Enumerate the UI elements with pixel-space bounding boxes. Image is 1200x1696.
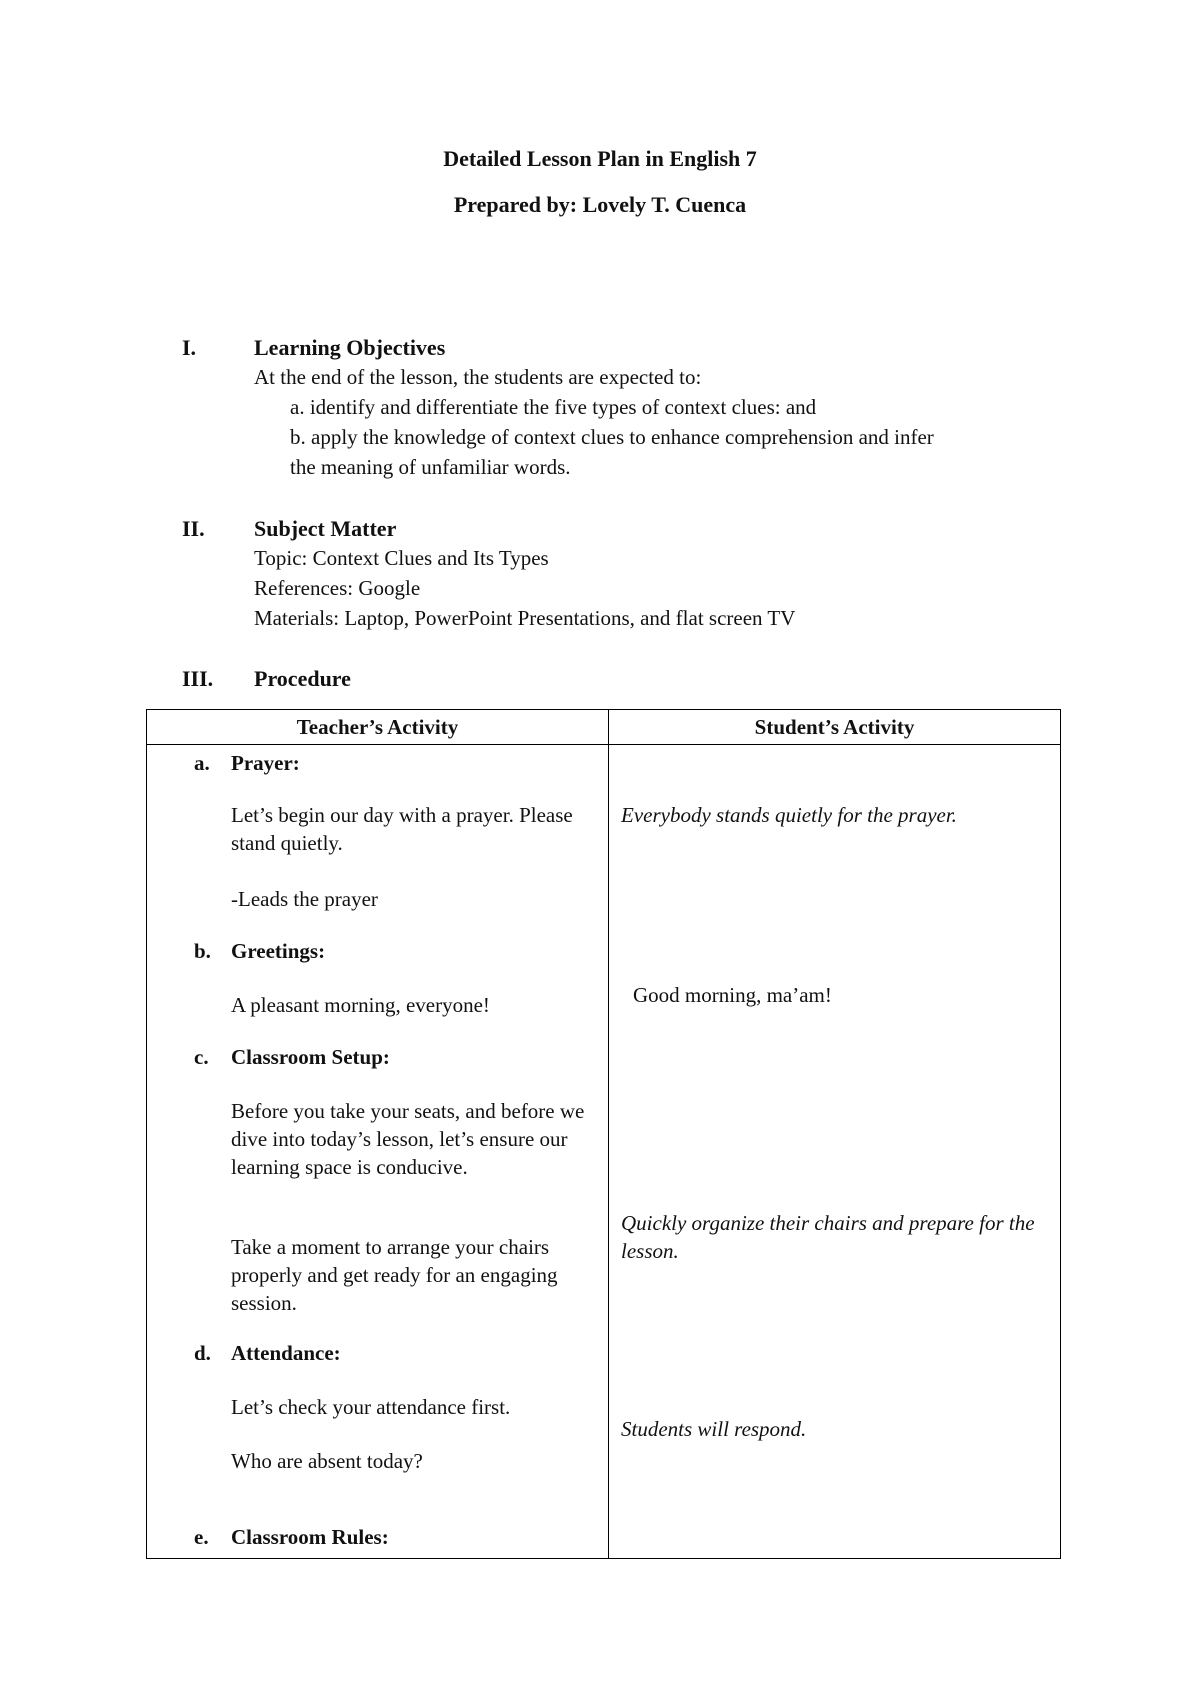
teacher-setup-text-2: Take a moment to arrange your chairs properly and get ready for an engaging session.	[231, 1235, 558, 1315]
student-attendance-response: Students will respond.	[621, 1417, 807, 1441]
teacher-activity-cell	[147, 745, 609, 1559]
step-title-prayer: Prayer:	[231, 751, 300, 775]
subject-references: References: Google	[254, 576, 421, 600]
step-label-a: a.	[194, 751, 210, 775]
step-label-e: e.	[194, 1525, 209, 1549]
step-title-attendance: Attendance:	[231, 1341, 341, 1365]
step-title-greetings: Greetings:	[231, 939, 326, 963]
student-setup-response: Quickly organize their chairs and prepare for the lesson.	[621, 1211, 1035, 1263]
teacher-leads-prayer: -Leads the prayer	[231, 887, 378, 911]
table-row	[147, 745, 1061, 1559]
step-label-c: c.	[194, 1045, 209, 1069]
teacher-setup-text-1: Before you take your seats, and before we dive into today’s lesson, let’s ensure our learning space is conducive.	[231, 1099, 585, 1179]
subject-topic: Topic: Context Clues and Its Types	[254, 546, 549, 570]
student-greeting-response: Good morning, ma’am!	[633, 983, 832, 1007]
section-number-procedure: III.	[182, 666, 214, 691]
section-number-subject: II.	[182, 516, 205, 541]
section-number-objectives: I.	[182, 335, 197, 360]
section-heading-subject: Subject Matter	[254, 516, 397, 541]
document-title: Detailed Lesson Plan in English 7	[443, 146, 757, 171]
section-heading-procedure: Procedure	[254, 666, 351, 691]
column-header-teacher: Teacher’s Activity	[147, 710, 609, 745]
step-title-classroom-rules: Classroom Rules:	[231, 1525, 389, 1549]
student-prayer-response: Everybody stands quietly for the prayer.	[621, 803, 957, 827]
procedure-table	[146, 709, 1061, 1559]
teacher-attendance-text-2: Who are absent today?	[231, 1449, 423, 1473]
subject-materials: Materials: Laptop, PowerPoint Presentations, and flat screen TV	[254, 606, 796, 630]
objective-item-b: b. apply the knowledge of context clues to enhance comprehension and infer	[290, 425, 934, 449]
teacher-attendance-text-1: Let’s check your attendance first.	[231, 1395, 511, 1419]
prepared-by: Prepared by: Lovely T. Cuenca	[453, 192, 747, 217]
teacher-greeting-text: A pleasant morning, everyone!	[231, 993, 490, 1017]
column-header-student: Student’s Activity	[609, 710, 1061, 745]
objectives-intro: At the end of the lesson, the students are expected to:	[254, 365, 702, 389]
table-header-row	[147, 710, 1061, 745]
step-title-classroom-setup: Classroom Setup:	[231, 1045, 390, 1069]
section-heading-objectives: Learning Objectives	[254, 335, 446, 360]
objective-item-a: a. identify and differentiate the five types of context clues: and	[290, 395, 817, 419]
student-activity-cell	[609, 745, 1061, 1559]
step-label-b: b.	[194, 939, 211, 963]
objective-item-b-continued: the meaning of unfamiliar words.	[290, 455, 571, 479]
teacher-prayer-text: Let’s begin our day with a prayer. Please stand quietly.	[231, 803, 573, 855]
step-label-d: d.	[194, 1341, 211, 1365]
